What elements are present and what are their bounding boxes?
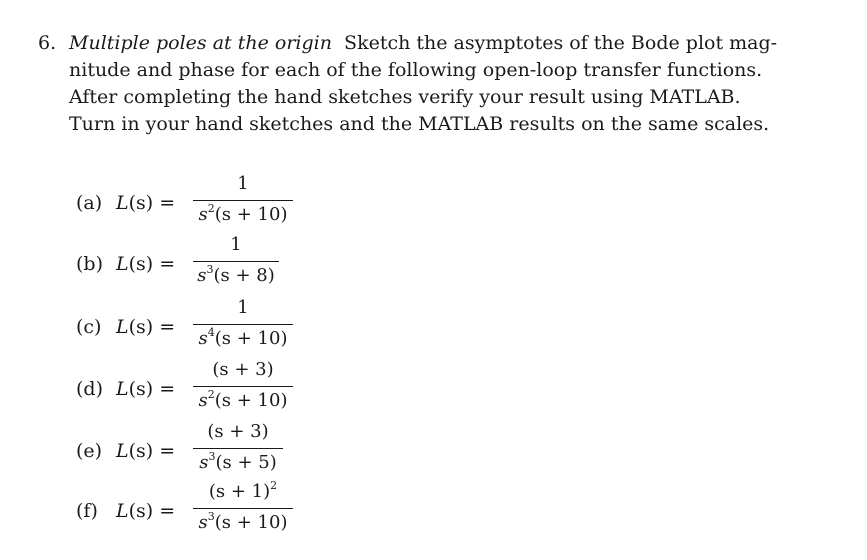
equation-label: (c) [76,316,102,338]
equation-label: (a) [76,192,103,214]
denominator: $s^3(s + 10)$ [198,510,288,533]
denominator: $s^3(s + 5)$ [199,450,277,473]
denominator: $s^2(s + 10)$ [198,388,288,411]
equation-lhs: L(s) = [116,253,176,275]
transfer-function-fraction [193,234,279,294]
equation-lhs: L(s) = [116,440,176,462]
equation-label: (b) [76,253,103,275]
numerator: 1 [230,234,242,255]
equation-lhs: L(s) = [116,192,176,214]
equation-lhs: L(s) = [116,500,176,522]
fraction-bar [193,508,293,509]
numerator: 1 [237,173,249,194]
problem-line-1-text: Sketch the asymptotes of the Bode plot mag- [344,32,778,54]
numerator: 1 [237,297,249,318]
fraction-bar [193,324,293,325]
problem-line-4: Turn in your hand sketches and the MATLAB results on the same scales. [69,113,770,135]
transfer-function-fraction [193,173,293,233]
transfer-function-fraction [193,481,293,541]
equation-label: (f) [76,500,98,522]
transfer-function-fraction [193,359,293,419]
numerator: $(s + 1)^2$ [208,479,278,502]
problem-number: 6. [38,32,57,54]
problem-title: Multiple poles at the origin [69,32,332,54]
fraction-bar [193,200,293,201]
equation-label: (e) [76,440,103,462]
denominator: $s^4(s + 10)$ [198,326,288,349]
equation-lhs: L(s) = [116,316,176,338]
equation-label: (d) [76,378,103,400]
fraction-bar [193,448,283,449]
fraction-bar [193,386,293,387]
problem-line-1 [69,30,829,57]
equation-lhs: L(s) = [116,378,176,400]
problem-line-2: nitude and phase for each of the following open-loop transfer functions. [69,59,763,81]
numerator: (s + 3) [207,421,269,442]
problem-line-3: After completing the hand sketches verify your result using MATLAB. [69,86,741,108]
problem-text [69,30,829,138]
transfer-function-fraction [193,297,293,357]
denominator: $s^2(s + 10)$ [198,202,288,225]
transfer-function-fraction [193,421,283,481]
denominator: $s^3(s + 8)$ [197,263,275,286]
numerator: (s + 3) [212,359,274,380]
fraction-bar [193,261,279,262]
